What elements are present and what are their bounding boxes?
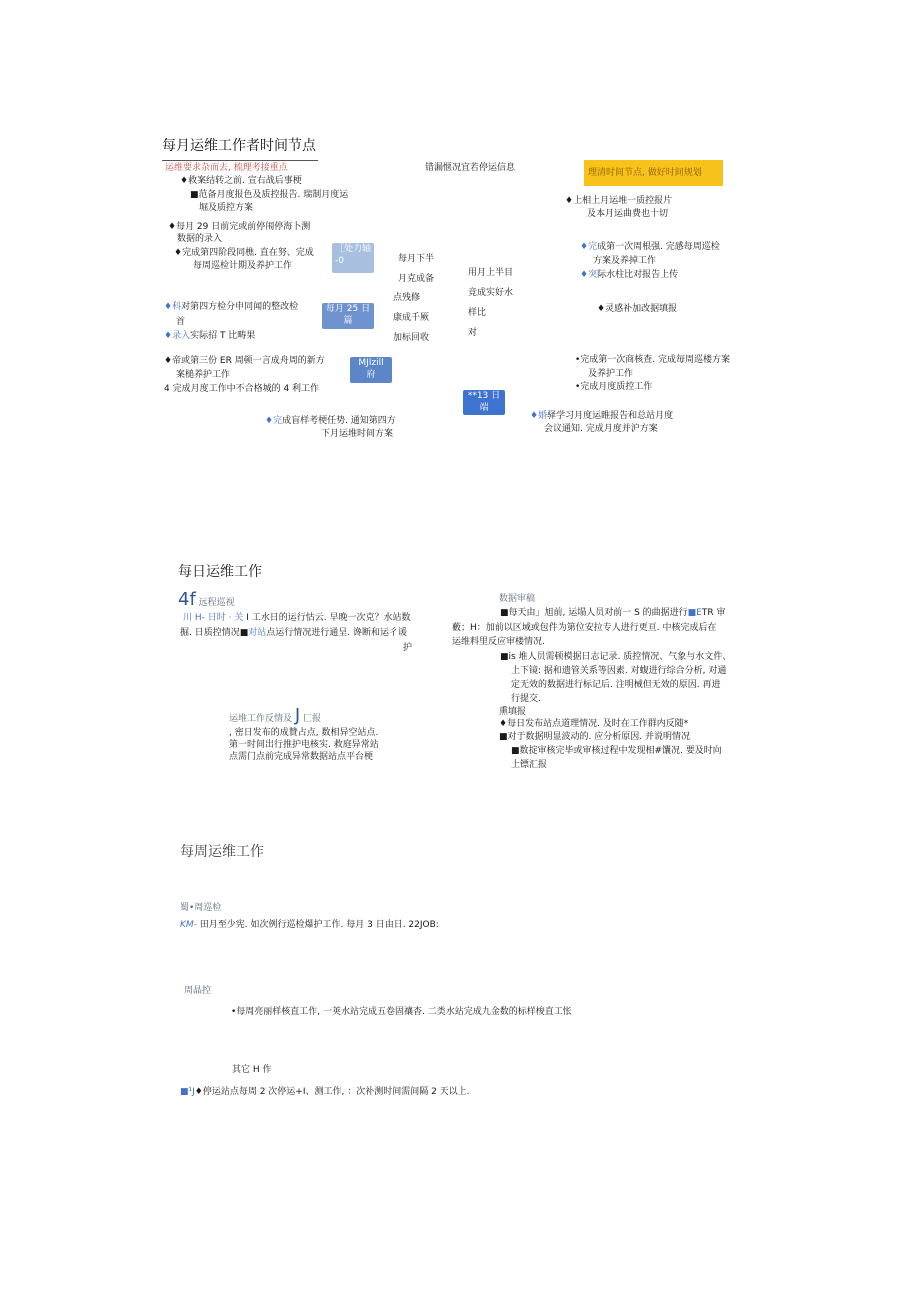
weekly-patrol-label: 蜀•周巡检 (180, 903, 222, 913)
weekly-patrol-body: 田月至少宪. 如次例行巡检爆护工作. 每月 3 日由日. 22JOB: (199, 920, 439, 930)
left-item-9-text: 成盲样考梗任势. 通知第四方 (282, 416, 396, 426)
left-item-6-prefix: ♦录入 (164, 331, 191, 341)
right-item-2 (580, 241, 720, 254)
left-item-7: ♦帝或第三份 ER 周顿一言成舟周的新方 (164, 356, 325, 366)
left-item-7b: 案槌养护工作 (176, 370, 231, 380)
audit-line-1c: TR 审 (701, 608, 726, 618)
date-box-3 (350, 357, 392, 383)
feedback-line-1: , 密日发布的成贊占点, 数相异空站点. (229, 728, 379, 738)
remote-line-3: 护 (403, 643, 413, 653)
right-item-1b: 及本月运曲费也十切 (587, 209, 669, 219)
mid1-line1: 每月下半 (398, 254, 435, 264)
left-item-2: ■范备月度报色及质控报告. 瑞制月度运 (190, 190, 349, 200)
right-item-2-prefix: ♦完 (580, 242, 598, 252)
left-item-9-prefix: ♦完 (265, 416, 283, 426)
audit-label: 数据审稿 (499, 594, 536, 604)
audit-line-5: 上下镜: 据和遗管关系等因素. 对蝮进行综合分析, 对通 (511, 666, 727, 676)
mid1-line2: 月克成备 (398, 274, 435, 284)
mid1-line3: 点残修 (393, 293, 421, 303)
remote-line-1-text: I 工水日的运行怙云. 早晚一次克？水站数 (246, 613, 411, 623)
left-item-9b: 下月运堆时间方案 (321, 429, 394, 439)
mid1-line4: 康成千厥 (393, 313, 430, 323)
right-item-4: ♦灵感补加改据填报 (597, 304, 678, 314)
mid2-line3: 样比 (468, 308, 487, 318)
audit-line-6: 定无效的数据进行标记后. 注明械但无效的原因. 再进 (511, 680, 721, 690)
audit-line-12: 上镖汇报 (511, 760, 548, 770)
audit-line-9: ♦每日发布站点道理情况. 及时在工作群内反随* (499, 719, 689, 729)
weekly-other-text (180, 1086, 470, 1099)
weekly-other-label: 其它 H 作 (232, 1065, 272, 1075)
right-item-3-prefix: ♦突 (580, 270, 598, 280)
daily-title: 每日运维工作 (178, 564, 262, 580)
weekly-qc-text: •每周亮丽样核直工作, 一荚水站完成五卷固禳杳. 二类水站完成九金数的标样梭直工怅 (231, 1007, 572, 1017)
right-item-7-text: 驿学习月度运睢报告和总站月度 (547, 411, 674, 421)
weekly-other-square: ■ (180, 1087, 189, 1097)
date-box-2-line1: 每月 25 日 (325, 304, 371, 314)
audit-line-3: 运维料里反应审楼情况. (452, 637, 545, 647)
audit-line-11: ■数掟审核完毕或审核过程中发现相#馕况. 要及时向 (511, 746, 722, 756)
date-box-4 (463, 390, 505, 415)
left-item-4b: 每周巡检计期及养护工作 (193, 261, 293, 271)
audit-line-1 (500, 607, 726, 620)
right-item-7b: 会议通知. 完成月度并沪方案 (544, 424, 658, 434)
monthly-title: 每月运维工作者时间节点 (162, 138, 316, 154)
audit-line-2: 藪；H：加前以区域或包件为第位安拉专人进行更亘. 中核完成后在 (452, 623, 717, 633)
mid1-line5: 加标回收 (393, 333, 430, 343)
left-item-9 (265, 415, 396, 428)
left-item-8: 4 完成月度工作中不合格城的 4 利工作 (164, 384, 320, 394)
date-box-4-line2: 端 (479, 403, 489, 413)
weekly-other-mid: ¹J (188, 1087, 195, 1097)
right-item-3 (580, 269, 678, 282)
audit-line-1b: ■E (687, 608, 702, 618)
weekly-qc-label: 周晶控 (184, 986, 212, 996)
date-box-1-line1: ［处力轴 (334, 244, 371, 254)
date-box-1-line2: -0 (335, 256, 344, 266)
remote-label: 远程巡视 (198, 598, 235, 608)
center-top-note: 错漏惬况宜若停运信息 (425, 163, 516, 173)
remote-big-char: 4f (178, 589, 196, 610)
left-item-5b: 首 (176, 317, 186, 327)
date-box-2-line2: 篇 (343, 316, 353, 326)
weekly-patrol-text (180, 919, 439, 932)
feedback-line-2: 第一时间出行推护电核实. 救庭异常站 (229, 740, 379, 750)
weekly-other-body: ♦停运站点每周 2 次停运+I、测工作, ：次补测时间需间隔 2 天以上. (194, 1087, 470, 1097)
feedback-heading (229, 706, 321, 726)
right-item-3-text: 际水柱比对报告上传 (597, 270, 679, 280)
feedback-line-3: 点需门点前完成异常数据站点平台梗 (229, 752, 374, 762)
remote-line-2c: 点运行情况进行通呈. 谗断和运彳谖 (266, 628, 407, 638)
right-item-1: ♦上相上月运堆一质控报片 (565, 196, 673, 206)
audit-line-4: ■is 堆人员需顿模据日志记录. 质控情况、气象与水文件、 (500, 652, 732, 662)
remote-heading (178, 590, 235, 610)
feedback-big-char: J (294, 705, 301, 726)
audit-line-7: 行提交. (511, 694, 541, 704)
feedback-label-2: 匚报 (303, 714, 322, 724)
right-item-7 (530, 410, 673, 423)
left-item-3: ♦每月 29 日前完或前停闱停海卜测 (168, 222, 311, 232)
left-item-4: ♦完成第四阶段同樵. 直在努、完成 (174, 248, 314, 258)
left-item-3b: 数据的录入 (177, 234, 223, 244)
date-box-1 (332, 243, 374, 273)
right-item-5: •完成第一次商核查. 完成毎周巡楼方案 (575, 355, 731, 365)
left-item-5-prefix: ♦科 (164, 302, 182, 312)
remote-line-2a: 掘. 日质控情况■ (180, 628, 249, 638)
right-item-7-prefix: ♦婚 (530, 411, 548, 421)
date-box-2 (322, 303, 374, 329)
left-item-2b: 堀及质控方案 (199, 203, 254, 213)
weekly-patrol-prefix: KM- (180, 920, 197, 930)
date-box-4-line1: **13 日 (467, 391, 501, 401)
right-item-6: •完成月度质控工作 (575, 382, 653, 392)
left-item-5-text: 对第四方检分申同闻的整改检 (181, 302, 299, 312)
left-item-6-text: 实际招 T 比畴果 (190, 331, 256, 341)
right-item-2b: 方案及养掉工作 (593, 256, 657, 266)
date-box-3-line1: MJlzill (358, 358, 384, 368)
weekly-title: 每周运维工作 (180, 844, 264, 860)
mid2-line4: 对 (468, 328, 478, 338)
date-box-3-line2: 府 (366, 370, 376, 380)
left-item-1: ♦救案结转之前. 宣右战后事梗 (180, 176, 302, 186)
yellow-highlight-box: 理清时间节点, 做好时间规划 (584, 160, 723, 186)
right-item-2-text: 成第一次周根强. 完感每周巡检 (597, 242, 720, 252)
remote-line-2b: 对站 (248, 628, 267, 638)
mid2-line2: 竞成实好水 (468, 288, 514, 298)
audit-line-10: ■对于数据明显波动的. 应分析原因. 并说明情况 (499, 732, 690, 742)
right-item-5b: 及养护工作 (588, 369, 634, 379)
audit-line-8: 熏填报 (499, 707, 527, 717)
remote-line-2 (180, 627, 407, 640)
mid2-line1: 用月上半目 (468, 268, 514, 278)
left-item-6 (164, 330, 255, 343)
audit-line-1a: ■每天由」旭前, 运塌人员对前一 S 的曲据进行 (500, 608, 688, 618)
remote-line-1-prefix: 川 H- 日时 · 关 (183, 613, 244, 623)
title-underline (162, 160, 318, 161)
remote-line-1 (183, 612, 410, 625)
monthly-subtitle: 运维要求杂而去, 梳理考接重点 (165, 163, 288, 173)
feedback-label: 运堆工作反情及 (229, 714, 293, 724)
left-item-5 (164, 301, 298, 314)
